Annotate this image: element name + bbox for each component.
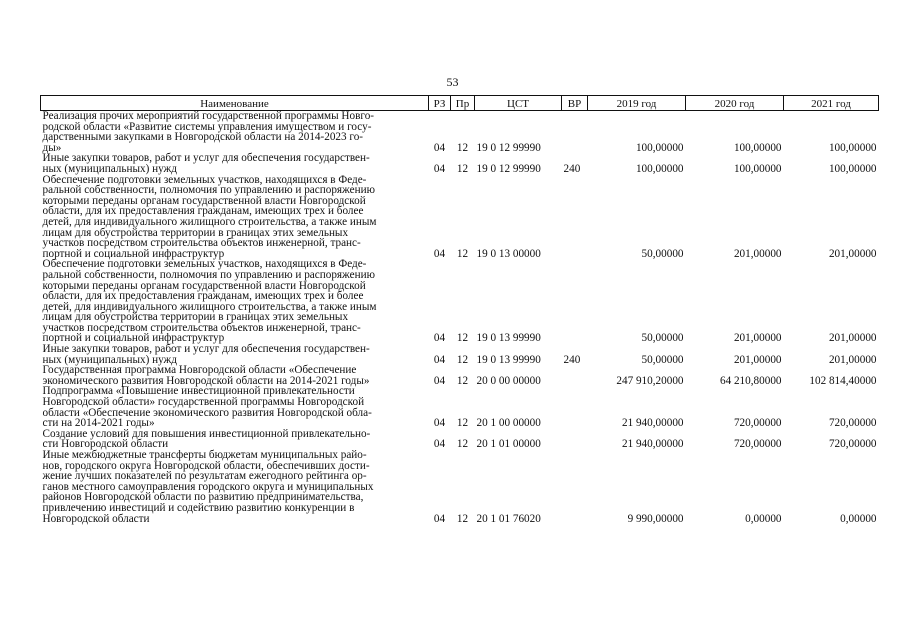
row-rz: 04 (433, 374, 446, 387)
table-row (41, 344, 879, 365)
row-cst: 19 0 13 00000 (476, 247, 541, 260)
row-2021: 720,00000 (828, 438, 877, 451)
row-2021: 102 814,40000 (809, 374, 877, 387)
row-pr: 12 (456, 512, 469, 525)
row-name-line: Реализация прочих мероприятий государственной программы Новго- (42, 110, 375, 122)
table-row (41, 365, 879, 386)
row-name-line: детей, для индивидуального жилищного строительства, а также иным (42, 300, 377, 313)
row-name (41, 175, 429, 260)
row-2020: 201,00000 (733, 332, 782, 345)
row-name-line: привлечению инвестиций и содействию развитию конкуренции в (42, 501, 355, 514)
row-name (41, 153, 429, 174)
table-row (41, 175, 879, 260)
row-name-line: ральной собственности, полномочия по управлению и распоряжению (42, 268, 375, 281)
table-row (41, 153, 879, 174)
row-pr: 12 (456, 141, 469, 154)
row-2021: 100,00000 (828, 162, 877, 175)
row-2021: 0,00000 (840, 512, 877, 525)
row-name-line: которыми переданы органам государственной власти Новгородской (42, 194, 366, 207)
table-header-row (41, 96, 879, 111)
table-row (41, 111, 879, 154)
row-pr: 12 (456, 374, 469, 387)
row-2019: 50,00000 (641, 332, 684, 345)
row-2021: 100,00000 (828, 141, 877, 154)
row-name-line: жение лучших показателей по результатам ежегодного рейтинга ор- (42, 470, 367, 483)
row-vr (562, 450, 588, 524)
row-name (41, 450, 429, 524)
row-cst: 19 0 12 99990 (476, 162, 541, 175)
header-2020: 2020 год (686, 96, 784, 111)
row-2019: 100,00000 (635, 141, 684, 154)
row-2019: 21 940,00000 (621, 438, 684, 451)
row-cst: 19 0 13 99990 (476, 332, 541, 345)
row-vr (562, 429, 588, 450)
row-cst: 20 1 01 76020 (476, 512, 541, 525)
row-rz: 04 (433, 417, 446, 430)
row-2019: 21 940,00000 (621, 417, 684, 430)
row-name-line: ных (муниципальных) нужд (42, 162, 177, 175)
row-2020: 201,00000 (733, 247, 782, 260)
header-name: Наименование (41, 96, 429, 111)
row-name-line: ральной собственности, полномочия по управлению и распоряжению (42, 184, 375, 197)
row-2020: 64 210,80000 (719, 374, 782, 387)
row-name-line: Новгородской области (42, 512, 150, 525)
row-rz: 04 (433, 438, 446, 451)
row-name-line: экономического развития Новгородской области на 2014-2021 годы» (42, 374, 370, 387)
row-name-line: родской области «Развитие системы управления имуществом и госу- (42, 120, 372, 133)
row-name-line: ных (муниципальных) нужд (42, 353, 177, 366)
row-2019: 50,00000 (641, 247, 684, 260)
row-name-line: которыми переданы органам государственной власти Новгородской (42, 279, 366, 292)
row-vr (562, 175, 588, 260)
budget-table (40, 95, 879, 524)
row-2019: 247 910,20000 (616, 374, 684, 387)
table-row (41, 450, 879, 524)
row-name-line: Обеспечение подготовки земельных участков, находящихся в Феде- (42, 258, 367, 271)
row-name-line: сти на 2014-2021 годы» (42, 417, 155, 430)
row-name-line: участков посредством строительства объектов инженерной, транс- (42, 237, 361, 250)
table-row (41, 259, 879, 344)
row-name-line: области, для их предоставления гражданам, имеющих трех и более (42, 205, 364, 218)
row-cst: 20 1 00 00000 (476, 417, 541, 430)
row-name-line: Иные закупки товаров, работ и услуг для обеспечения государствен- (42, 343, 370, 356)
row-cst: 20 0 00 00000 (476, 374, 541, 387)
row-name (41, 344, 429, 365)
row-rz: 04 (433, 353, 446, 366)
row-2019: 9 990,00000 (627, 512, 684, 525)
header-pr: Пр (451, 96, 475, 111)
row-rz: 04 (433, 162, 446, 175)
row-name-line: портной и социальной инфраструктур (42, 247, 225, 260)
row-2019: 50,00000 (641, 353, 684, 366)
row-2020: 720,00000 (733, 417, 782, 430)
row-pr: 12 (456, 438, 469, 451)
table-body (41, 111, 879, 525)
row-name-line: Новгородской области» государственной программы Новгородской (42, 396, 365, 409)
row-name-line: области, для их предоставления гражданам, имеющих трех и более (42, 290, 364, 303)
header-2019: 2019 год (588, 96, 686, 111)
row-name-line: портной и социальной инфраструктур (42, 332, 225, 345)
row-name (41, 259, 429, 344)
row-name-line: Обеспечение подготовки земельных участков, находящихся в Феде- (42, 173, 367, 186)
row-2020: 720,00000 (733, 438, 782, 451)
row-pr: 12 (456, 353, 469, 366)
row-name-line: Иные межбюджетные трансферты бюджетам муниципальных райо- (42, 449, 367, 461)
row-2021: 201,00000 (828, 353, 877, 366)
row-2019: 100,00000 (635, 162, 684, 175)
row-2021: 201,00000 (828, 247, 877, 260)
row-name-line: Государственная программа Новгородской области «Обеспечение (42, 364, 357, 377)
row-pr: 12 (456, 332, 469, 345)
row-name-line: лицам для обустройства территории в границах этих земельных (42, 226, 349, 239)
row-name-line: дарственными закупками в Новгородской области на 2014-2023 го- (42, 131, 364, 144)
row-vr (562, 259, 588, 344)
row-2020: 0,00000 (745, 512, 782, 525)
header-cst: ЦСТ (475, 96, 562, 111)
row-vr (562, 365, 588, 386)
row-rz: 04 (433, 512, 446, 525)
row-rz: 04 (433, 141, 446, 154)
table-row (41, 386, 879, 428)
row-name (41, 111, 429, 154)
row-name-line: сти Новгородской области (42, 438, 169, 451)
row-2021: 201,00000 (828, 332, 877, 345)
row-rz: 04 (433, 332, 446, 345)
row-name-line: Иные закупки товаров, работ и услуг для обеспечения государствен- (42, 152, 370, 165)
row-vr: 240 (563, 353, 581, 366)
row-name (41, 386, 429, 428)
row-2020: 201,00000 (733, 353, 782, 366)
row-name (41, 365, 429, 386)
row-name-line: участков посредством строительства объектов инженерной, транс- (42, 321, 361, 334)
row-name-line: лицам для обустройства территории в границах этих земельных (42, 311, 349, 324)
row-cst: 20 1 01 00000 (476, 438, 541, 451)
row-name-line: Подпрограмма «Повышение инвестиционной привлекательности (42, 385, 355, 398)
row-pr: 12 (456, 417, 469, 430)
table-row (41, 429, 879, 450)
row-name-line: нов, городского округа Новгородской области, обеспечивших дости- (42, 459, 370, 472)
row-name-line: детей, для индивидуального жилищного строительства, а также иным (42, 215, 377, 228)
header-vr: ВР (562, 96, 588, 111)
row-name-line: ды» (42, 141, 62, 154)
row-2020: 100,00000 (733, 162, 782, 175)
page-number: 53 (446, 75, 459, 89)
row-name-line: Создание условий для повышения инвестиционной привлекательно- (42, 427, 371, 440)
row-pr: 12 (456, 162, 469, 175)
row-name-line: районов Новгородской области по развитию предпринимательства, (42, 491, 364, 504)
row-name-line: ганов местного самоуправления городского округа и муниципальных (42, 480, 374, 493)
row-cst: 19 0 13 99990 (476, 353, 541, 366)
row-2020: 100,00000 (733, 141, 782, 154)
header-2021: 2021 год (784, 96, 879, 111)
row-name-line: области «Обеспечение экономического развития Новгородской обла- (42, 406, 372, 419)
row-vr (562, 111, 588, 154)
row-vr (562, 386, 588, 428)
row-name (41, 429, 429, 450)
row-cst: 19 0 12 99990 (476, 141, 541, 154)
header-rz: РЗ (429, 96, 451, 111)
row-pr: 12 (456, 247, 469, 260)
row-vr: 240 (563, 162, 581, 175)
row-rz: 04 (433, 247, 446, 260)
row-2021: 720,00000 (828, 417, 877, 430)
